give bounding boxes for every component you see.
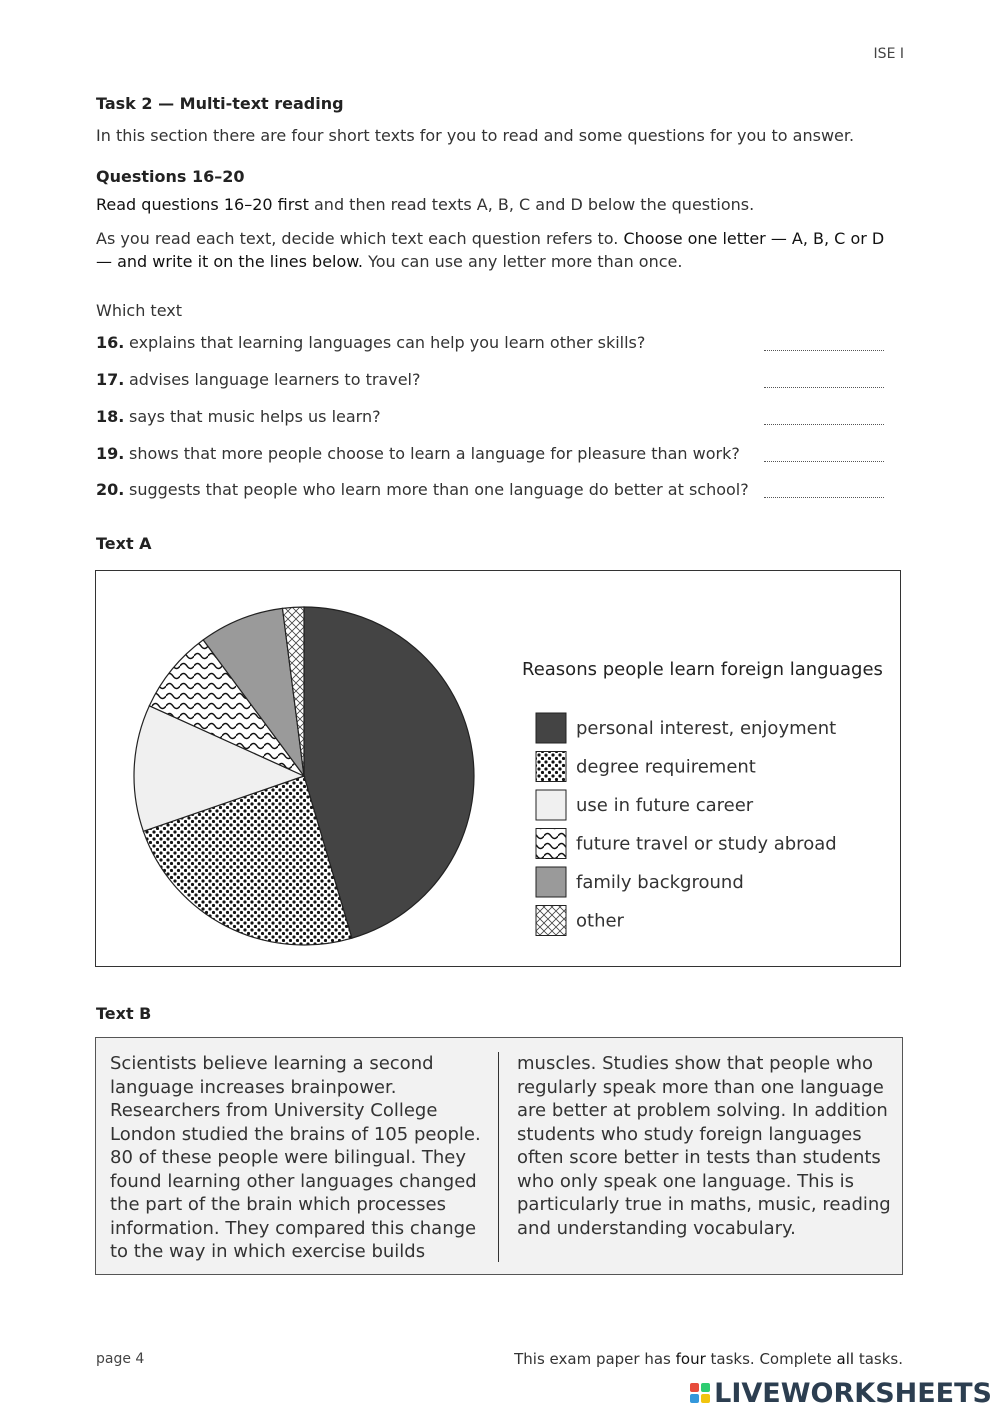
answer-line-19[interactable]: [764, 460, 884, 462]
logo-text: LIVEWORKSHEETS: [714, 1377, 992, 1409]
legend-label-5: family background: [576, 872, 744, 893]
question-text: shows that more people choose to learn a language for pleasure than work?: [129, 444, 740, 463]
question-16: [96, 333, 886, 357]
legend-label-2: degree requirement: [576, 756, 756, 778]
question-number: 17.: [96, 370, 125, 389]
instruction-1-bold: Read questions 16–20 first: [96, 195, 309, 214]
answer-line-16[interactable]: [764, 349, 884, 351]
legend-label-6: other: [576, 910, 624, 932]
task-title: Task 2 — Multi-text reading: [96, 94, 344, 113]
text-b-column-left: Scientists believe learning a second language increases brainpower. Researchers from University College London studied the brains of 105 people. 80 of these people were bilingual. They found learning other languages changed the part of the brain which processes information. They compared this change to the way in which exercise builds: [110, 1053, 481, 1262]
legend-swatch-1: [536, 713, 566, 743]
footer-note-mid: tasks. Complete: [705, 1350, 837, 1368]
footer-note-post: tasks.: [854, 1350, 903, 1368]
questions-heading: Questions 16–20: [96, 167, 245, 186]
question-number: 18.: [96, 407, 125, 426]
header-code: ISE I: [873, 46, 904, 62]
legend-swatch-5: [536, 867, 566, 897]
question-19: [96, 444, 886, 468]
legend-label-3: use in future career: [576, 795, 754, 816]
legend-label-1: personal interest, enjoyment: [576, 718, 837, 739]
liveworksheets-logo[interactable]: [690, 1376, 992, 1410]
text-b-column-right: muscles. Studies show that people who regularly speak more than one language are better at problem solving. In addition students who study foreign languages often score better in tests than students who only speak one language. This is particularly true in maths, music, reading and understanding vocabulary.: [517, 1053, 891, 1239]
text-a-label: Text A: [96, 534, 152, 553]
legend-swatch-3: [536, 790, 566, 820]
task-intro: In this section there are four short texts for you to read and some questions for you to answer.: [96, 126, 855, 145]
instruction-2-pre: As you read each text, decide which text each question refers to.: [96, 229, 624, 248]
logo-grid-icon: [690, 1383, 710, 1403]
page-number: page 4: [96, 1351, 145, 1367]
answer-line-20[interactable]: [764, 496, 884, 498]
question-number: 19.: [96, 444, 125, 463]
legend-swatch-4: [536, 829, 566, 859]
legend-swatch-6: [536, 906, 566, 936]
instruction-2: [96, 227, 896, 273]
question-text: suggests that people who learn more than one language do better at school?: [129, 480, 749, 499]
footer-note-four: four: [675, 1350, 706, 1368]
question-20: [96, 480, 886, 504]
question-text: says that music helps us learn?: [129, 407, 381, 426]
footer-note: [514, 1350, 903, 1368]
question-text: advises language learners to travel?: [129, 370, 421, 389]
instruction-1-rest: and then read texts A, B, C and D below the questions.: [308, 195, 755, 214]
legend-swatch-2: [536, 752, 566, 782]
instruction-2-post: You can use any letter more than once.: [362, 252, 683, 271]
question-text: explains that learning languages can help you learn other skills?: [129, 333, 646, 352]
which-text-label: Which text: [96, 301, 183, 320]
question-18: [96, 407, 886, 431]
text-b-box: [95, 1037, 903, 1275]
instruction-2-bold: Choose one letter — A, B, C or D — and write it on the lines below.: [96, 229, 885, 271]
text-b-label: Text B: [96, 1004, 152, 1023]
question-number: 16.: [96, 333, 125, 352]
answer-line-17[interactable]: [764, 386, 884, 388]
answer-line-18[interactable]: [764, 423, 884, 425]
pie-chart: [96, 571, 899, 965]
legend-label-4: future travel or study abroad: [576, 833, 837, 855]
column-divider: [498, 1052, 499, 1262]
question-17: [96, 370, 886, 394]
instruction-1: [96, 195, 754, 214]
question-number: 20.: [96, 480, 125, 499]
footer-note-pre: This exam paper has: [514, 1350, 676, 1368]
chart-title: Reasons people learn foreign languages: [522, 659, 883, 680]
footer-note-all: all: [836, 1350, 855, 1368]
text-a-box: [95, 570, 901, 967]
